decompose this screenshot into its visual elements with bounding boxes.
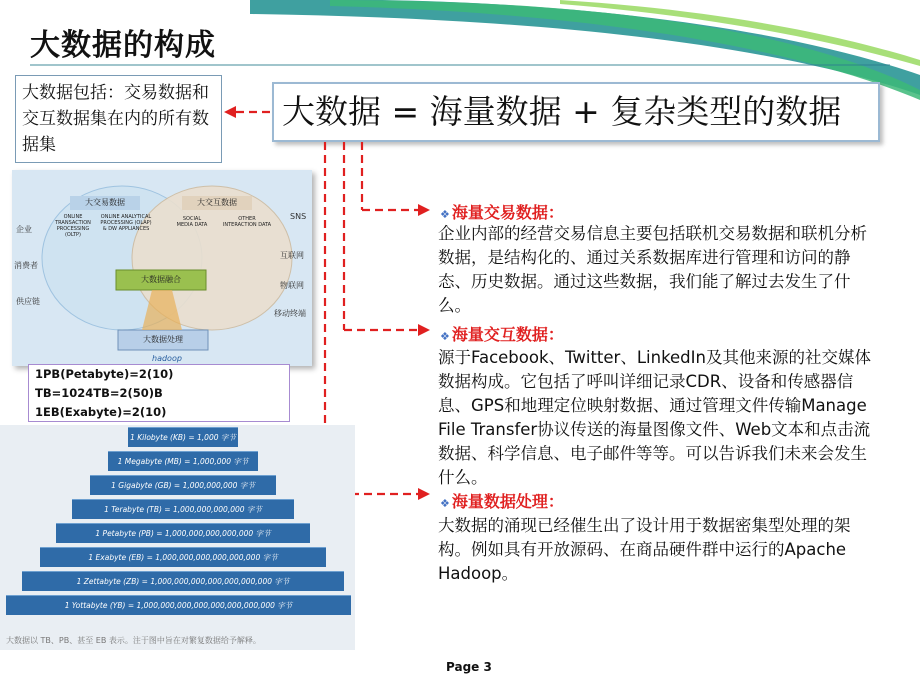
pyramid-level-yb: 1 Yottabyte (YB) = 1,000,000,000,000,000,000,000,000 字节 <box>6 595 351 615</box>
big-data-architecture-diagram <box>12 170 312 366</box>
page-number: Page 3 <box>446 660 492 674</box>
internet-label: 互联网 <box>280 251 304 260</box>
pyramid-level-zb: 1 Zettabyte (ZB) = 1,000,000,000,000,000,000,000 字节 <box>22 571 344 591</box>
section-heading-transaction: ❖ 海量交易数据： <box>440 203 564 222</box>
section-heading-processing: ❖ 海量数据处理： <box>440 492 564 511</box>
slide-title: 大数据的构成 <box>30 28 216 63</box>
iot-label: 物联网 <box>280 281 304 290</box>
hadoop-logo: hadoop <box>152 354 182 363</box>
equation-text: 大数据 = 海量数据 + 复杂类型的数据 <box>282 92 842 131</box>
diamond-bullet-icon: ❖ <box>440 208 450 221</box>
oltp-label: ONLINE TRANSACTION PROCESSING (OLTP) <box>55 214 91 238</box>
supply-chain-label: 供应链 <box>16 297 40 306</box>
olap-label: ONLINE ANALYTICAL PROCESSING (OLAP) & DW APPLIANCES <box>100 214 152 232</box>
right-circle-label: 大交互数据 <box>197 198 237 207</box>
pyramid-level-kb: 1 Kilobyte (KB) = 1,000 字节 <box>128 427 238 447</box>
processing-label: 大数据处理 <box>143 335 183 344</box>
section-body-interaction: 源于Facebook、Twitter、LinkedIn及其他来源的社交媒体数据构成。它包括了呼叫详细记录CDR、设备和传感器信息、GPS和地理定位映射数据、通过管理文件传输Manage File Transfer协议传送的海量图像文件、Web文本和点击流数据、科学信息、电子邮件等等。可以告诉我们未来会发生什么。 <box>438 348 871 487</box>
social-label: SOCIAL MEDIA DATA <box>176 216 208 228</box>
pyramid-level-eb: 1 Exabyte (EB) = 1,000,000,000,000,000,000 字节 <box>40 547 326 567</box>
data-size-pyramid <box>0 425 355 650</box>
section-body-transaction: 企业内部的经营交易信息主要包括联机交易数据和联机分析数据，是结构化的、通过关系数据库进行管理和访问的静态、历史数据。通过这些数据，我们能了解过去发生了什么。 <box>438 224 867 315</box>
diamond-bullet-icon: ❖ <box>440 497 450 510</box>
mobile-label: 移动终端 <box>274 309 306 318</box>
enterprise-label: 企业 <box>16 225 32 234</box>
unit-line-eb: 1EB(Exabyte)=2(10) <box>35 405 167 419</box>
diamond-bullet-icon: ❖ <box>440 330 450 343</box>
pyramid-level-pb: 1 Petabyte (PB) = 1,000,000,000,000,000 字节 <box>56 523 310 543</box>
sns-label: SNS <box>290 212 307 221</box>
other-interaction-label: OTHER INTERACTION DATA <box>222 216 272 228</box>
pyramid-caption: 大数据以 TB、PB、甚至 EB 表示。注于图中旨在对繁复数据给予解释。 <box>6 636 261 645</box>
left-circle-label: 大交易数据 <box>85 198 125 207</box>
section-body-processing: 大数据的涌现已经催生出了设计用于数据密集型处理的架构。例如具有开放源码、在商品硬件群中运行的Apache Hadoop。 <box>438 516 851 583</box>
consumer-label: 消费者 <box>14 261 38 270</box>
unit-line-pb: 1PB(Petabyte)=2(10) TB=1024TB=2(50)B <box>35 367 174 400</box>
center-fusion-label: 大数据融合 <box>141 275 181 284</box>
units-box <box>28 364 290 422</box>
definition-text: 大数据包括：交易数据和交互数据集在内的所有数据集 <box>22 83 209 155</box>
pyramid-level-mb: 1 Megabyte (MB) = 1,000,000 字节 <box>108 451 258 471</box>
section-heading-interaction: ❖ 海量交互数据： <box>440 325 564 344</box>
pyramid-level-gb: 1 Gigabyte (GB) = 1,000,000,000 字节 <box>90 475 276 495</box>
pyramid-level-tb: 1 Terabyte (TB) = 1,000,000,000,000 字节 <box>72 499 294 519</box>
